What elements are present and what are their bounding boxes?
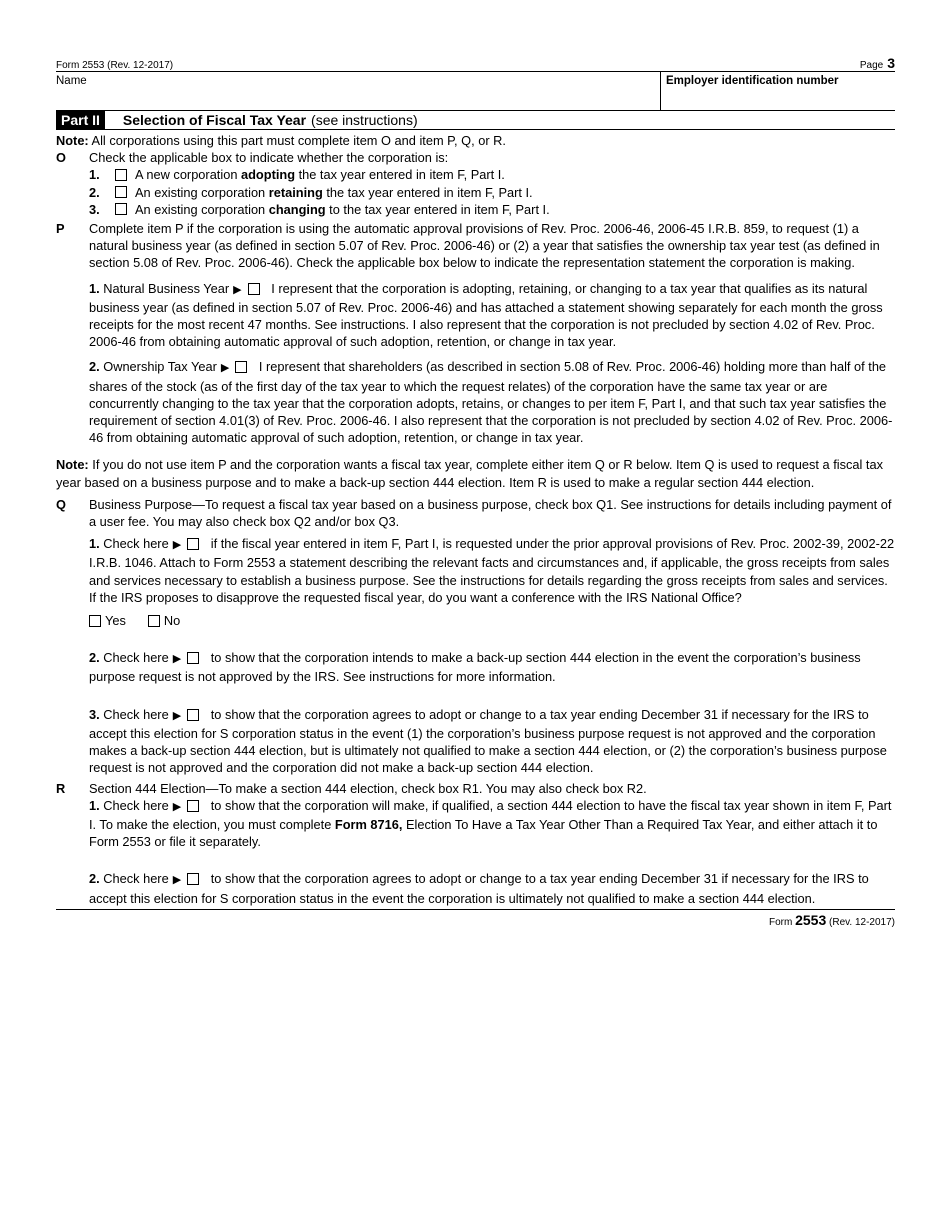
section-p: P Complete item P if the corporation is using the automatic approval provisions of Rev. Proc. 2006-46, 2006-45 I.R.B. 859, to request (1) a natural business year (as defined in section 5.07 of Rev. Proc. 2006-46) or (2) a year that satisfies the ownership tax year test (as defined in section 5.08 of Rev. Proc. 2006-46). Check the applicable box below to indicate the representation statement the corporation is making. 1. Natural Business Year ▶ I represent that the corporation is adopting, retaining, or changing to a tax year that qualifies as its natural business year (as defined in section 5.07 of Rev. Proc. 2006-46) and has attached a statement showing separately for each month the gross receipts for the most recent 47 months. See instructions. I also represent that the corporation is not precluded by section 4.02 of Rev. Proc. 2006-46 from obtaining automatic approval of such adoption, retention, or change in tax year. 2. Ownership Tax Year ▶ I represent that shareholders (as described in section 5.08 of Rev. Proc. 2006-46) holding more than half of the shares of the stock (as of the first day of the tax year to which the request relates) of the corporation have the same tax year or are concurrently changing to the tax year that the corporation adopts, retains, or changes to per item F, Part I, and that such tax year satisfies the requirement of section 4.01(3) of Rev. Proc. 2006-46. I also represent that the corporation is not precluded by section 4.02 of Rev. Proc. 2006-46 from obtaining automatic approval of such adoption, retention, or change in tax year. [56,220,895,446]
part-header [56,110,895,130]
page-number: 3 [887,55,895,71]
arrow-icon: ▶ [233,283,242,296]
o1-checkbox[interactable] [115,169,127,181]
r-item-1: 1. Check here ▶ to show that the corporation will make, if qualified, a section 444 election to have the fiscal tax year shown in item F, Part I. To make the election, you must complete Form 8716, Election To Have a Tax Year Other Than a Required Tax Year, and either attach it to Form 2553 or file it separately. [89,797,892,850]
no-checkbox[interactable] [148,615,160,627]
o3-checkbox[interactable] [115,203,127,215]
arrow-icon: ▶ [172,539,182,552]
yes-option[interactable]: Yes [89,612,126,629]
section-q-intro: Business Purpose—To request a fiscal tax year based on a business purpose, check box Q1. See instructions for details including payment of a user fee. You may also check box Q2 and/or box Q3. [89,496,892,530]
p-item-1: 1. Natural Business Year ▶ I represent that the corporation is adopting, retaining, or changing to a tax year that qualifies as its natural business year (as defined in section 5.07 of Rev. Proc. 2006-46) and has attached a statement showing separately for each month the gross receipts for the most recent 47 months. See instructions. I also represent that the corporation is not precluded by section 4.02 of Rev. Proc. 2006-46 from obtaining automatic approval of such adoption, retention, or change in tax year. [89,280,883,350]
page-indicator: Page 3 [859,55,895,71]
q1-checkbox[interactable] [187,538,199,550]
arrow-icon: ▶ [172,800,182,813]
form-revision: Form 2553 (Rev. 12-2017) [56,60,174,71]
page-footer: Form 2553 (Rev. 12-2017) [56,909,895,928]
identification-row [56,71,895,110]
ein-field[interactable] [660,72,895,110]
arrow-icon: ▶ [172,709,182,722]
page-header [56,56,895,71]
ein-label: Employer identification number [666,75,839,87]
form-page [56,56,895,928]
section-r: R Section 444 Election—To make a section 444 election, check box R1. You may also check box R2. 1. Check here ▶ to show that the corporation will make, if qualified, a section 444 election to have the fiscal tax year shown in item F, Part I. To make the election, you must complete Form 8716, Election To Have a Tax Year Other Than a Required Tax Year, and either attach it to Form 2553 or file it separately. 2. Check here ▶ to show that the corporation agrees to adopt or change to a tax year ending December 31 if necessary for the IRS to accept this election for S corporation status in the event the corporation is ultimately not qualified to make a section 444 election. [56,780,895,907]
section-p-intro: Complete item P if the corporation is using the automatic approval provisions of Rev. Proc. 2006-46, 2006-45 I.R.B. 859, to request (1) a natural business year (as defined in section 5.07 of Rev. Proc. 2006-46) or (2) a year that satisfies the ownership tax year test (as defined in section 5.08 of Rev. Proc. 2006-46). Check the applicable box below to indicate the representation statement the corporation is making. [89,221,880,271]
p-item-2: 2. Ownership Tax Year ▶ I represent that shareholders (as described in section 5.08 of Rev. Proc. 2006-46) holding more than half of the shares of the stock (as of the first day of the tax year to which the request relates) of the corporation have the same tax year or are concurrently changing to the tax year that the corporation adopts, retains, or changes to per item F, Part I, and that such tax year satisfies the requirement of section 4.01(3) of Rev. Proc. 2006-46. I also represent that the corporation is not precluded by section 4.02 of Rev. Proc. 2006-46 from obtaining automatic approval of such adoption, retention, or change in tax year. [89,359,893,446]
arrow-icon: ▶ [172,653,182,666]
arrow-icon: ▶ [172,874,182,887]
o-item-2: 2. An existing corporation retaining the tax year entered in item F, Part I. [89,184,533,200]
part-title: Selection of Fiscal Tax Year [122,112,307,128]
q2-checkbox[interactable] [187,652,199,664]
form-number: 2553 [795,911,827,928]
arrow-icon: ▶ [220,362,230,375]
no-option[interactable]: No [148,612,180,629]
yes-checkbox[interactable] [89,615,101,627]
part-subtitle: (see instructions) [311,112,418,128]
o2-checkbox[interactable] [115,186,127,198]
section-r-intro: Section 444 Election—To make a section 444 election, check box R1. You may also check box R2. [89,780,647,796]
o-item-1: 1. A new corporation adopting the tax year entered in item F, Part I. [89,167,505,183]
r2-checkbox[interactable] [187,873,199,885]
q-item-2: 2. Check here ▶ to show that the corporation intends to make a back-up section 444 election in the event the corporation’s business purpose request is not approved by the IRS. See instructions for more information. [89,650,861,685]
r-item-2: 2. Check here ▶ to show that the corporation agrees to adopt or change to a tax year ending December 31 if necessary for the IRS to accept this election for S corporation status in the event the corporation is ultimately not qualified to make a section 444 election. [89,871,869,906]
note-all-corporations: Note: All corporations using this part must complete item O and item P, Q, or R. [56,133,506,148]
note-fiscal-year: Note: If you do not use item P and the corporation wants a fiscal tax year, complete either item Q or R below. Item Q is used to request a fiscal tax year based on a business purpose and to make a back-up section 444 election. Item R is used to make a regular section 444 election. [56,457,883,490]
name-field[interactable] [56,72,660,110]
section-q: Q Business Purpose—To request a fiscal tax year based on a business purpose, check box Q1. See instructions for details including payment of a user fee. You may also check box Q2 and/or box Q3. 1. Check here ▶ if the fiscal year entered in item F, Part I, is requested under the prior approval provisions of Rev. Proc. 2002-39, 2002-22 I.R.B. 1046. Attach to Form 2553 a statement describing the relevant facts and circumstances and, if applicable, the gross receipts from sales and services necessary to establish a business purpose. See the instructions for details regarding the gross receipts from sales and services. If the IRS proposes to disapprove the requested fiscal year, do you want a conference with the IRS National Office? Yes No 2. Check here ▶ to show that the corporation intends to make a back-up section 444 election in the event the corporation’s business purpose request is not approved by the IRS. See instructions for more information. 3. Check here ▶ to show that the corporation agrees to adopt or change to a tax year ending December 31 if necessary for the IRS to accept this election for S corporation status in the event (1) the corporation’s business purpose request is not approved and the corporation makes a back-up section 444 election, but is ultimately not qualified to make a section 444 election, or (2) the corporation’s business purpose request is not approved and the corporation did not make a back-up section 444 election. [56,496,895,776]
section-o-intro: Check the applicable box to indicate whether the corporation is: [89,150,449,166]
p2-checkbox[interactable] [235,361,247,373]
conference-choice [89,612,895,629]
section-o: O Check the applicable box to indicate whether the corporation is: 1. A new corporation adopting the tax year entered in item F, Part I. 2. An existing corporation retaining the tax year entered in item F, Part I. 3. An existing corporation changing to the tax year entered in item F, Part I. [56,149,895,218]
part-label: Part II [56,111,105,129]
p1-checkbox[interactable] [248,283,260,295]
form-content [56,132,895,907]
q3-checkbox[interactable] [187,709,199,721]
q-item-3: 3. Check here ▶ to show that the corporation agrees to adopt or change to a tax year ending December 31 if necessary for the IRS to accept this election for S corporation status in the event (1) the corporation’s business purpose request is not approved and the corporation makes a back-up section 444 election, but is ultimately not qualified to make a section 444 election, or (2) the corporation’s business purpose request is not approved and the corporation did not make a back-up section 444 election. [89,706,887,776]
r1-checkbox[interactable] [187,800,199,812]
name-label: Name [56,75,87,87]
q-item-1: 1. Check here ▶ if the fiscal year entered in item F, Part I, is requested under the prior approval provisions of Rev. Proc. 2002-39, 2002-22 I.R.B. 1046. Attach to Form 2553 a statement describing the relevant facts and circumstances and, if applicable, the gross receipts from sales and services necessary to establish a business purpose. See the instructions for details regarding the gross receipts from sales and services. If the IRS proposes to disapprove the requested fiscal year, do you want a conference with the IRS National Office? [89,536,895,605]
o-item-3: 3. An existing corporation changing to the tax year entered in item F, Part I. [89,201,550,217]
